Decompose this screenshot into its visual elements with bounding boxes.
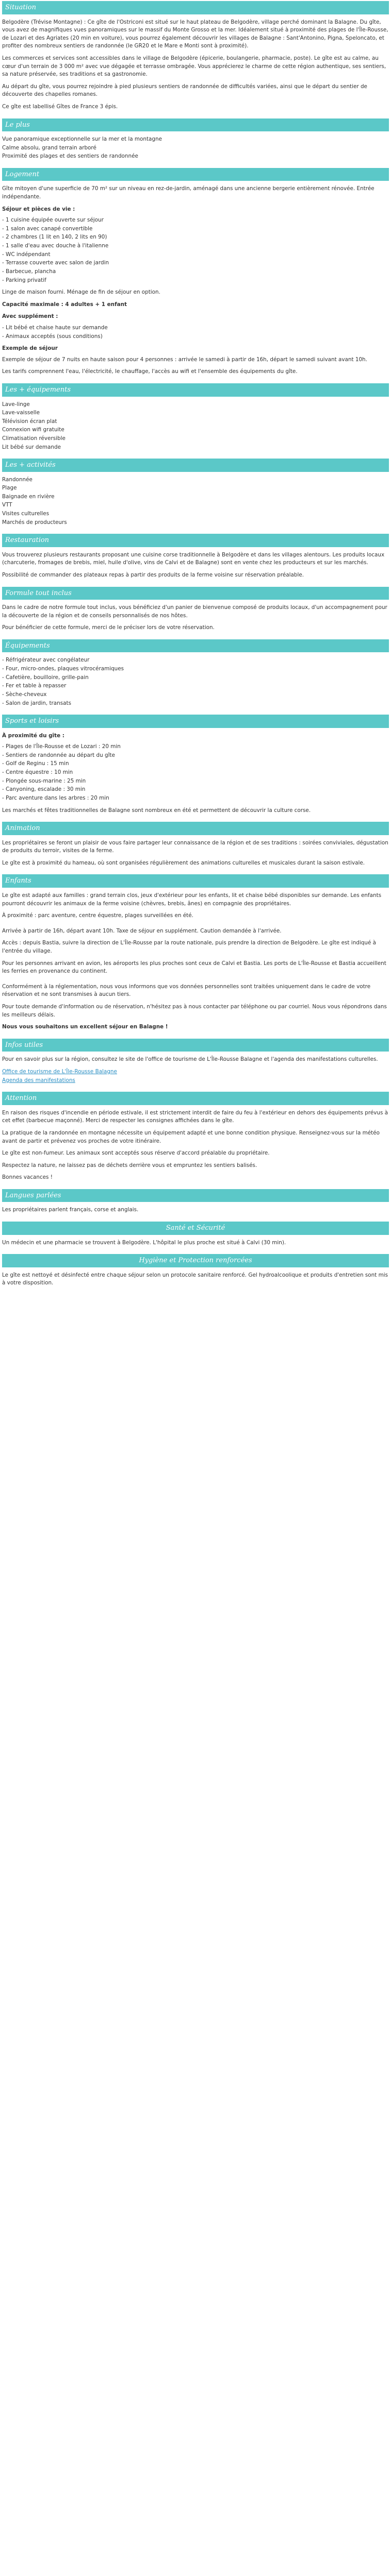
option-item: - Animaux acceptés (sous conditions)	[2, 333, 103, 340]
capacity-label: Capacité maximale : 4 adultes + 1 enfant	[2, 301, 127, 308]
equipment-list-item: - Cafetière, bouilloire, grille-pain	[2, 674, 89, 681]
animation-paragraph: Les propriétaires se feront un plaisir de vous faire partager leur connaissance de la région et de ses traditions : soirées conviviales, dégustation de produits du terroir, visites de la ferme.	[2, 839, 388, 854]
restauration-section	[2, 534, 389, 579]
logement-section	[2, 168, 389, 376]
recommandations-paragraph: En raison des risques d'incendie en période estivale, il est strictement interdit de faire du feu à l'extérieur en dehors des équipements prévus à cet effet (barbecue maçonné). Merci de respecter les consignes affichées dans le gîte.	[2, 1109, 388, 1124]
recommandations-paragraph: La pratique de la randonnée en montagne nécessite un équipement adapté et une bonne condition physique. Renseignez-vous sur la météo avant de partir et prévenez vos proches de votre itinéraire.	[2, 1129, 380, 1144]
equipment-list-item: - Salon de jardin, transats	[2, 700, 72, 706]
animation-section	[2, 822, 389, 867]
recommandations-section	[2, 1092, 389, 1182]
events-agenda-link[interactable]: Agenda des manifestations	[2, 1077, 75, 1083]
sports-paragraph: Les marchés et fêtes traditionnelles de Balagne sont nombreux en été et permettent de découvrir la culture corse.	[2, 807, 311, 814]
option-item: - Lit bébé et chaise haute sur demande	[2, 324, 108, 331]
exemple-paragraph: Les tarifs comprennent l'eau, l'électricité, le chauffage, l'accès au wifi et l'ensemble des équipements du gîte.	[2, 368, 298, 375]
equipment-list-item: - Réfrigérateur avec congélateur	[2, 657, 90, 664]
contact-section	[2, 983, 389, 1031]
situation-title: Situation	[2, 1, 389, 14]
equipements-title: Les + équipements	[2, 383, 389, 397]
situation-paragraph: Ce gîte est labellisé Gîtes de France 3 épis.	[2, 103, 118, 110]
restauration-title: Restauration	[2, 534, 389, 547]
room-item: - 2 chambres (1 lit en 140, 2 lits en 90)	[2, 234, 107, 241]
recommandations-paragraph: Respectez la nature, ne laissez pas de déchets derrière vous et empruntez les sentiers balisés.	[2, 1162, 257, 1168]
situation-paragraph: Belgodère (Trévise Montagne) : Ce gîte de l'Ostriconi est situé sur le haut plateau de Belgodère, village perché dominant la Balagne. Du gîte, vous avez de magnifiques vues panoramiques sur le massif du Monte Grosso et la mer. Idéalement situé à proximité des plages de l'Île-Rousse, de Lozari et des Agriates (20 min en voiture), vous pourrez également découvrir les villages de Balagne : Sant'Antonino, Pigna, Speloncato, et profiter des nombreux sentiers de randonnée (le GR20 et le Mare e Monti sont à proximité).	[2, 19, 388, 49]
enfants-paragraph: À proximité : parc aventure, centre équestre, plages surveillées en été.	[2, 912, 193, 919]
recommandations-paragraph: Le gîte est non-fumeur. Les animaux sont acceptés sous réserve d'accord préalable du propriétaire.	[2, 1150, 270, 1157]
logement-intro: Gîte mitoyen d'une superficie de 70 m² sur un niveau en rez-de-jardin, aménagé dans une ancienne bergerie entièrement rénovée. Entrée indépendante.	[2, 185, 374, 200]
langues-section	[2, 1189, 389, 1214]
langues-paragraph: Les propriétaires parlent français, corse et anglais.	[2, 1207, 139, 1213]
exemple-paragraph: Exemple de séjour de 7 nuits en haute saison pour 4 personnes : arrivée le samedi à partir de 16h, départ le samedi suivant avant 10h.	[2, 356, 367, 363]
recommandations-paragraph: Bonnes vacances !	[2, 1174, 53, 1181]
equipment-list-title: Équipements	[2, 639, 389, 653]
animation-title: Animation	[2, 822, 389, 835]
links-item	[2, 1068, 389, 1076]
infos-paragraph: Pour les personnes arrivant en avion, les aéroports les plus proches sont ceux de Calvi et Bastia. Les ports de L'Île-Rousse et Bastia accueillent les ferries en provenance du continent.	[2, 960, 386, 975]
equipment-list-item: - Fer et table à repasser	[2, 683, 67, 689]
sports-item: - Canyoning, escalade : 30 min	[2, 786, 86, 793]
exemple-heading: Exemple de séjour	[2, 345, 58, 352]
restauration-paragraph: Possibilité de commander des plateaux repas à partir des produits de la ferme voisine sur réservation préalable.	[2, 572, 304, 579]
formule-title: Formule tout inclus	[2, 587, 389, 600]
activite-item: Plage	[2, 485, 17, 492]
sports-item: - Sentiers de randonnée au départ du gîte	[2, 752, 115, 758]
hygiene-section	[2, 1254, 389, 1287]
contact-paragraph: Pour toute demande d'information ou de réservation, n'hésitez pas à nous contacter par téléphone ou par courriel. Nous vous répondrons dans les meilleurs délais.	[2, 1004, 387, 1018]
options-heading: Avec supplément :	[2, 313, 58, 320]
equipment-list-item: - Sèche-cheveux	[2, 691, 47, 698]
sports-intro: À proximité du gîte :	[2, 732, 64, 739]
equipement-item: Lave-vaisselle	[2, 410, 40, 416]
equipement-item: Climatisation réversible	[2, 435, 66, 442]
hygiene-paragraph: Le gîte est nettoyé et désinfecté entre chaque séjour selon un protocole sanitaire renforcé. Gel hydroalcoolique et produits d'entretien sont mis à votre disposition.	[2, 1272, 388, 1286]
formule-paragraph: Dans le cadre de notre formule tout inclus, vous bénéficiez d'un panier de bienvenue composé de produits locaux, d'un accompagnement pour la découverte de la région et de conseils personnalisés de nos hôtes.	[2, 604, 387, 619]
links-title: Infos utiles	[2, 1039, 389, 1052]
links-item	[2, 1077, 389, 1085]
activite-item: Marchés de producteurs	[2, 519, 67, 526]
le-plus-title: Le plus	[2, 118, 389, 132]
equipement-item: Télévision écran plat	[2, 418, 57, 425]
equipement-item: Lit bébé sur demande	[2, 444, 61, 450]
le-plus-section	[2, 118, 389, 161]
sports-item: - Parc aventure dans les arbres : 20 min	[2, 794, 109, 801]
infos-paragraph: Arrivée à partir de 16h, départ avant 10h. Taxe de séjour en supplément. Caution demandée à l'arrivée.	[2, 927, 282, 934]
equipement-item: Lave-linge	[2, 401, 30, 408]
infos-pratiques-section	[2, 927, 389, 976]
sports-item: - Golf de Reginu : 15 min	[2, 760, 69, 767]
activite-item: VTT	[2, 502, 12, 509]
room-item: - 1 salle d'eau avec douche à l'italienne	[2, 243, 109, 249]
equipements-section	[2, 383, 389, 451]
situation-paragraph: Au départ du gîte, vous pourrez rejoindre à pied plusieurs sentiers de randonnée de difficultés variées, ainsi que le départ du sentier de découverte des chapelles romanes.	[2, 83, 367, 98]
formule-section	[2, 587, 389, 632]
logement-title: Logement	[2, 168, 389, 181]
infos-paragraph: Accès : depuis Bastia, suivre la direction de L'Île-Rousse par la route nationale, puis prendre la direction de Belgodère. Le gîte est indiqué à l'entrée du village.	[2, 940, 377, 954]
sante-paragraph: Un médecin et une pharmacie se trouvent à Belgodère. L'hôpital le plus proche est situé à Calvi (30 min).	[2, 1239, 286, 1246]
links-section	[2, 1039, 389, 1084]
situation-paragraph: Les commerces et services sont accessibles dans le village de Belgodère (épicerie, boulangerie, pharmacie, poste). Le gîte est au calme, au cœur d'un terrain de 3 000 m² avec vue dégagée et terrasse ombragée. Vous apprécierez le charme de cette région authentique, ses sentiers, sa nature préservée, ses traditions et sa gastronomie.	[2, 55, 386, 78]
room-item: - 1 cuisine équipée ouverte sur séjour	[2, 217, 104, 224]
sports-title: Sports et loisirs	[2, 715, 389, 728]
situation-section	[2, 1, 389, 111]
le-plus-item: Proximité des plages et des sentiers de randonnée	[2, 153, 138, 160]
animation-paragraph: Le gîte est à proximité du hameau, où sont organisées régulièrement des animations culturelles et musicales durant la saison estivale.	[2, 859, 365, 866]
links-paragraph: Pour en savoir plus sur la région, consultez le site de l'office de tourisme de L'Île-Rousse Balagne et l'agenda des manifestations culturelles.	[2, 1056, 378, 1063]
rooms-heading: Séjour et pièces de vie :	[2, 206, 75, 212]
equipment-list-item: - Four, micro-ondes, plaques vitrocéramiques	[2, 666, 124, 672]
sports-item: - Plongée sous-marine : 25 min	[2, 777, 86, 784]
sante-section	[2, 1222, 389, 1247]
enfants-paragraph: Le gîte est adapté aux familles : grand terrain clos, jeux d'extérieur pour les enfants, lit et chaise bébé disponibles sur demande. Les enfants pourront découvrir les animaux de la ferme voisine (chèvres, brebis, ânes) en compagnie des propriétaires.	[2, 892, 382, 907]
hygiene-title: Hygiène et Protection renforcées	[2, 1254, 389, 1267]
sports-item: - Plages de l'Île-Rousse et de Lozari : 20 min	[2, 743, 121, 750]
room-item: - WC indépendant	[2, 251, 51, 258]
le-plus-item: Calme absolu, grand terrain arboré	[2, 144, 96, 151]
formule-paragraph: Pour bénéficier de cette formule, merci de le préciser lors de votre réservation.	[2, 624, 215, 631]
sports-item: - Centre équestre : 10 min	[2, 769, 73, 776]
langues-title: Langues parlées	[2, 1189, 389, 1202]
contact-paragraph: Nous vous souhaitons un excellent séjour en Balagne !	[2, 1024, 168, 1030]
le-plus-item: Vue panoramique exceptionnelle sur la mer et la montagne	[2, 136, 162, 143]
room-item: - Parking privatif	[2, 277, 46, 283]
room-item: - 1 salon avec canapé convertible	[2, 225, 93, 232]
tourism-office-link[interactable]: Office de tourisme de L'Île-Rousse Balagne	[2, 1068, 117, 1075]
equipment-list-section	[2, 639, 389, 707]
room-item: - Terrasse couverte avec salon de jardin	[2, 260, 109, 266]
activites-title: Les + activités	[2, 459, 389, 472]
activite-item: Randonnée	[2, 476, 32, 483]
room-item: - Barbecue, plancha	[2, 268, 56, 275]
activite-item: Baignade en rivière	[2, 493, 55, 500]
recommandations-title: Attention	[2, 1092, 389, 1105]
enfants-title: Enfants	[2, 874, 389, 888]
logement-outro: Linge de maison fourni. Ménage de fin de séjour en option.	[2, 289, 160, 296]
activite-item: Visites culturelles	[2, 511, 50, 517]
sante-title: Santé et Sécurité	[2, 1222, 389, 1235]
sports-section	[2, 715, 389, 815]
enfants-section	[2, 874, 389, 920]
contact-paragraph: Conformément à la réglementation, nous vous informons que vos données personnelles sont traitées uniquement dans le cadre de votre réservation et ne sont transmises à aucun tiers.	[2, 983, 371, 998]
equipement-item: Connexion wifi gratuite	[2, 427, 64, 433]
activites-section	[2, 459, 389, 527]
restauration-paragraph: Vous trouverez plusieurs restaurants proposant une cuisine corse traditionnelle à Belgodère et dans les villages alentours. Les produits locaux (charcuterie, fromages de brebis, miel, huile d'olive, vins de Calvi et de Balagne) sont en vente chez les producteurs et sur les marchés.	[2, 551, 385, 566]
